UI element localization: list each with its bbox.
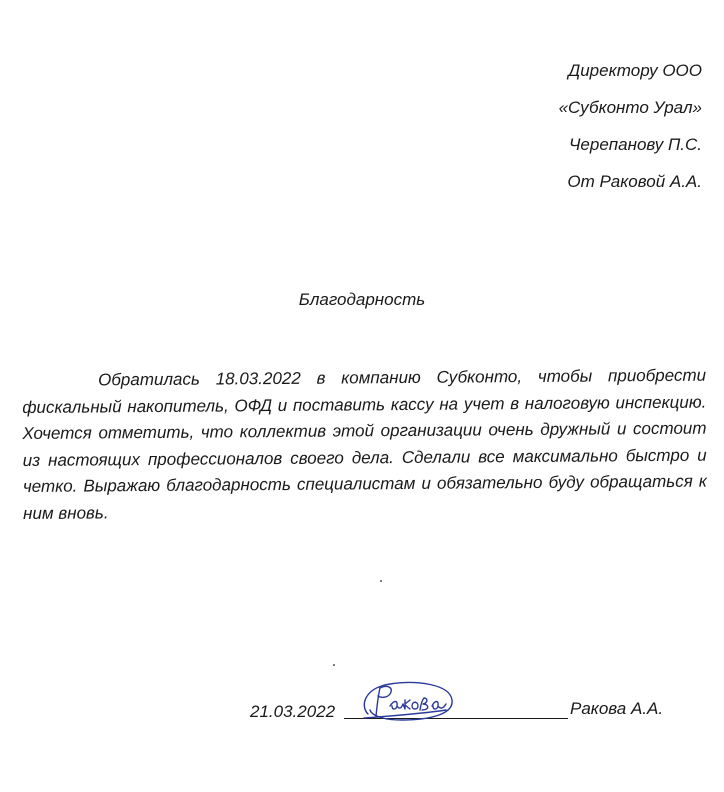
handwritten-signature bbox=[350, 676, 460, 726]
signature-block bbox=[0, 680, 724, 740]
addressee-line-3: Черепанову П.С. bbox=[568, 135, 702, 154]
signer-name: Ракова А.А. bbox=[570, 699, 664, 718]
sender-line: От Раковой А.А. bbox=[567, 172, 702, 191]
signing-date: 21.03.2022 bbox=[250, 702, 336, 721]
addressee-line-1: Директору ООО bbox=[568, 61, 702, 80]
scan-speck bbox=[380, 580, 382, 582]
letter-body: Обратилась 18.03.2022 в компанию Субконто, чтобы приобрести фискальный накопитель, ОФД и поставить кассу на учет в налоговую инспекцию. Хочется отметить, что коллектив этой организации очень дружный и состоит из настоящих профессионалов своего дела. Сделали все максимально быстро и четко. Выражаю благодарность специалистам и обязательно буду обращаться к ним вновь. bbox=[22, 365, 707, 523]
addressee-line-2: «Субконто Урал» bbox=[558, 98, 702, 117]
scan-speck bbox=[333, 664, 335, 666]
document-title: Благодарность bbox=[298, 290, 426, 309]
addressee-block bbox=[402, 52, 702, 200]
